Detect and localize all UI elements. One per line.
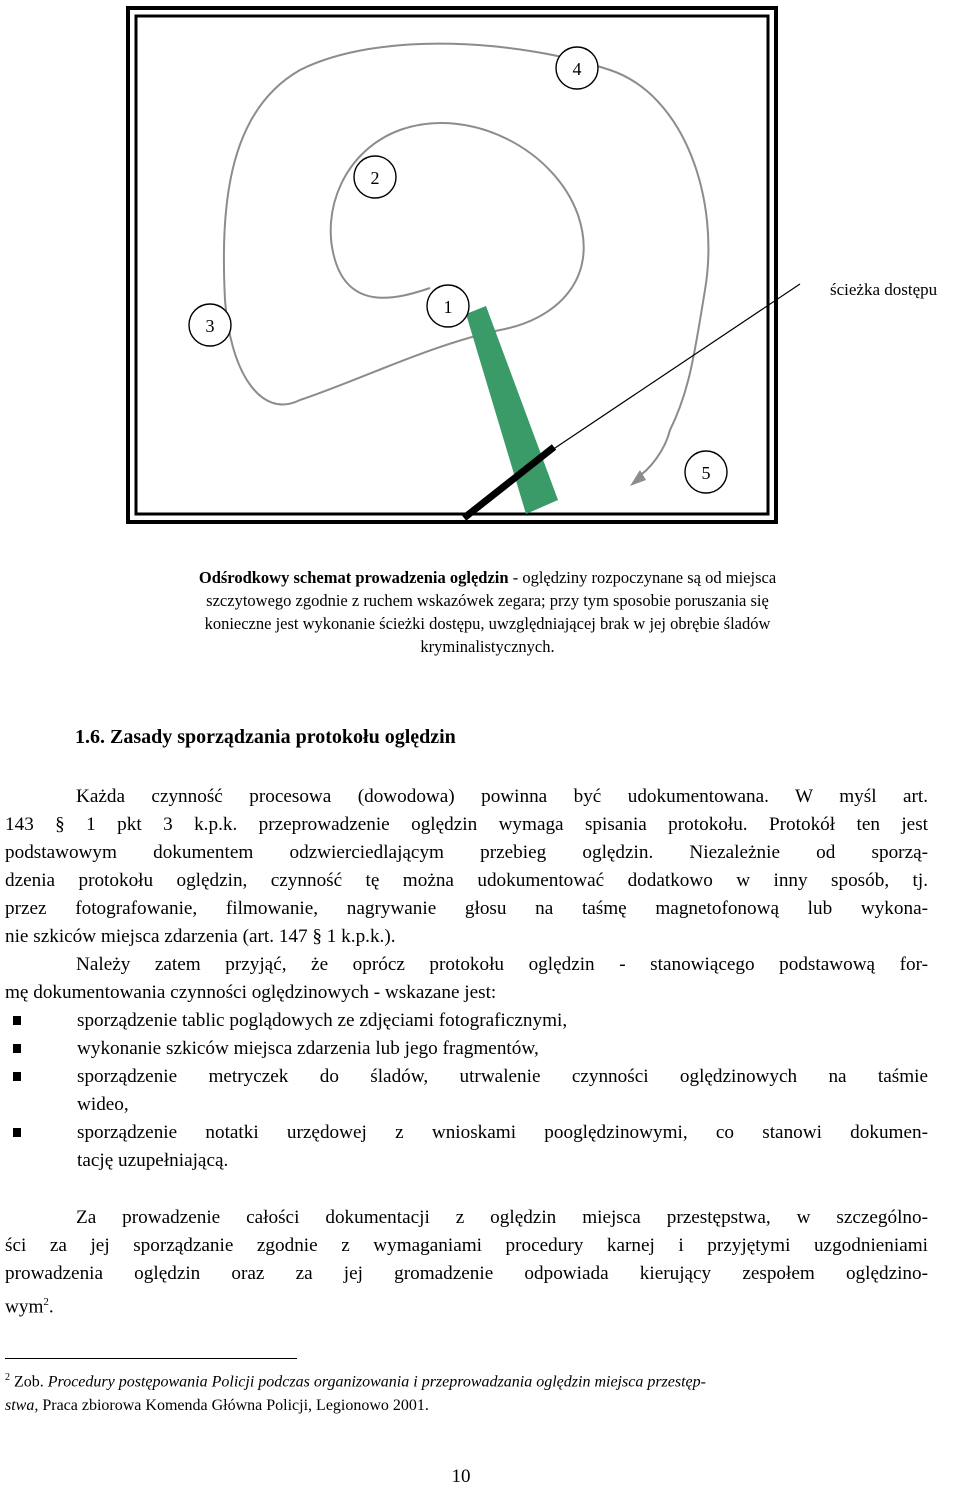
paragraph-3-line: ści za jej sporządzanie zgodnie z wymaganiami procedury karnej i przyjętymi uzgodnieniami [5,1235,928,1256]
footnote-italic-title: Procedury postępowania Policji podczas organizowania i przeprowadzania oględzin miejsca przestęp- [47,1373,706,1391]
list-item-line: sporządzenie notatki urzędowej z wnioskami pooględzinowymi, co stanowi dokumen- [77,1122,928,1143]
access-path-label: ścieżka dostępu [830,280,938,299]
paragraph-1-line: podstawowym dokumentem odzwierciedlającym przebieg oględzin. Niezależnie od sporzą- [5,842,928,863]
footnote-rest: Praca zbiorowa Komenda Główna Policji, Legionowo 2001. [38,1397,429,1415]
paragraph-2-line: mę dokumentowania czynności oględzinowych - wskazane jest: [5,982,497,1003]
list-item-line: wykonanie szkiców miejsca zdarzenia lub jego fragmentów, [77,1038,539,1059]
paragraph-3-last-text: wym [5,1296,44,1318]
list-item [5,1063,928,1119]
paragraph-1-line: nie szkiców miejsca zdarzenia (art. 147 § 1 k.p.k.). [5,926,396,947]
marker-1 [427,285,469,327]
marker-3-label: 3 [205,316,215,336]
paragraph-3-line [5,1288,928,1321]
footnote [5,1366,905,1418]
square-bullet-icon [13,1072,21,1081]
list-item-line: tację uzupełniającą. [77,1150,229,1171]
footnote-prefix: Zob. [10,1373,48,1391]
list-item [5,1007,928,1035]
paragraph-3-line: Za prowadzenie całości dokumentacji z oględzin miejsca przestępstwa, w szczególno- [76,1207,928,1228]
caption-text-4: kryminalistycznych. [420,637,555,656]
marker-3 [189,304,231,346]
caption-text-1: - oględziny rozpoczynane są od miejsca [508,568,777,587]
square-bullet-icon [13,1016,21,1025]
paragraph-3-end: . [48,1296,54,1318]
marker-5 [685,451,727,493]
footnote-number: 2 [5,1372,10,1383]
marker-4-label: 4 [572,59,582,79]
caption-title: Odśrodkowy schemat prowadzenia oględzin [198,568,509,587]
marker-1-label: 1 [443,297,453,317]
list-item-line: sporządzenie tablic poglądowych ze zdjęciami fotograficznymi, [77,1010,568,1031]
access-path-pointer-line [552,284,800,450]
marker-2 [354,156,396,198]
footnote-reference[interactable]: 2 [43,1296,49,1308]
marker-4 [556,47,598,89]
paragraph-1-line: dzenia protokołu oględzin, czynność tę można udokumentować dodatkowo w inny sposób, tj. [5,870,928,891]
diagram-caption [60,566,915,658]
paragraph-3 [5,1204,928,1321]
spiral-path [224,44,709,478]
list-item-line: wideo, [77,1094,129,1115]
list-item [5,1035,928,1063]
footnote-divider [5,1358,297,1359]
section-heading: 1.6. Zasady sporządzania protokołu oględzin [75,726,456,748]
paragraph-1-line: 143 § 1 pkt 3 k.p.k. przeprowadzenie oględzin wymaga spisania protokołu. Protokół ten jest [5,814,928,835]
marker-2-label: 2 [370,168,380,188]
page-number: 10 [451,1466,471,1487]
footnote-italic-title-2: stwa, [5,1397,39,1415]
paragraph-3-line: prowadzenia oględzin oraz za jej gromadzenie odpowiada kierujący zespołem oględzino- [5,1263,928,1284]
frame-inner [136,16,768,514]
square-bullet-icon [13,1128,21,1137]
marker-5-label: 5 [701,463,711,483]
list-item [5,1119,928,1175]
square-bullet-icon [13,1044,21,1053]
paragraph-2-line: Należy zatem przyjąć, że oprócz protokołu oględzin - stanowiącego podstawową for- [76,954,928,975]
paragraph-2 [5,951,928,1007]
bullet-list [5,1007,928,1175]
paragraph-1-line: przez fotografowanie, filmowanie, nagrywanie głosu na taśmę magnetofonową lub wykona- [5,898,928,919]
crime-scene-diagram [0,0,960,540]
list-item-line: sporządzenie metryczek do śladów, utrwalenie czynności oględzinowych na taśmie [77,1066,928,1087]
caption-text-3: konieczne jest wykonanie ścieżki dostępu, uwzględniającej brak w jej obrębie śladów [204,614,771,633]
caption-text-2: szczytowego zgodnie z ruchem wskazówek zegara; przy tym sposobie poruszania się [206,591,769,610]
frame-outer [128,8,776,522]
paragraph-1 [5,783,928,951]
paragraph-1-line: Każda czynność procesowa (dowodowa) powinna być udokumentowana. W myśl art. [76,786,928,807]
